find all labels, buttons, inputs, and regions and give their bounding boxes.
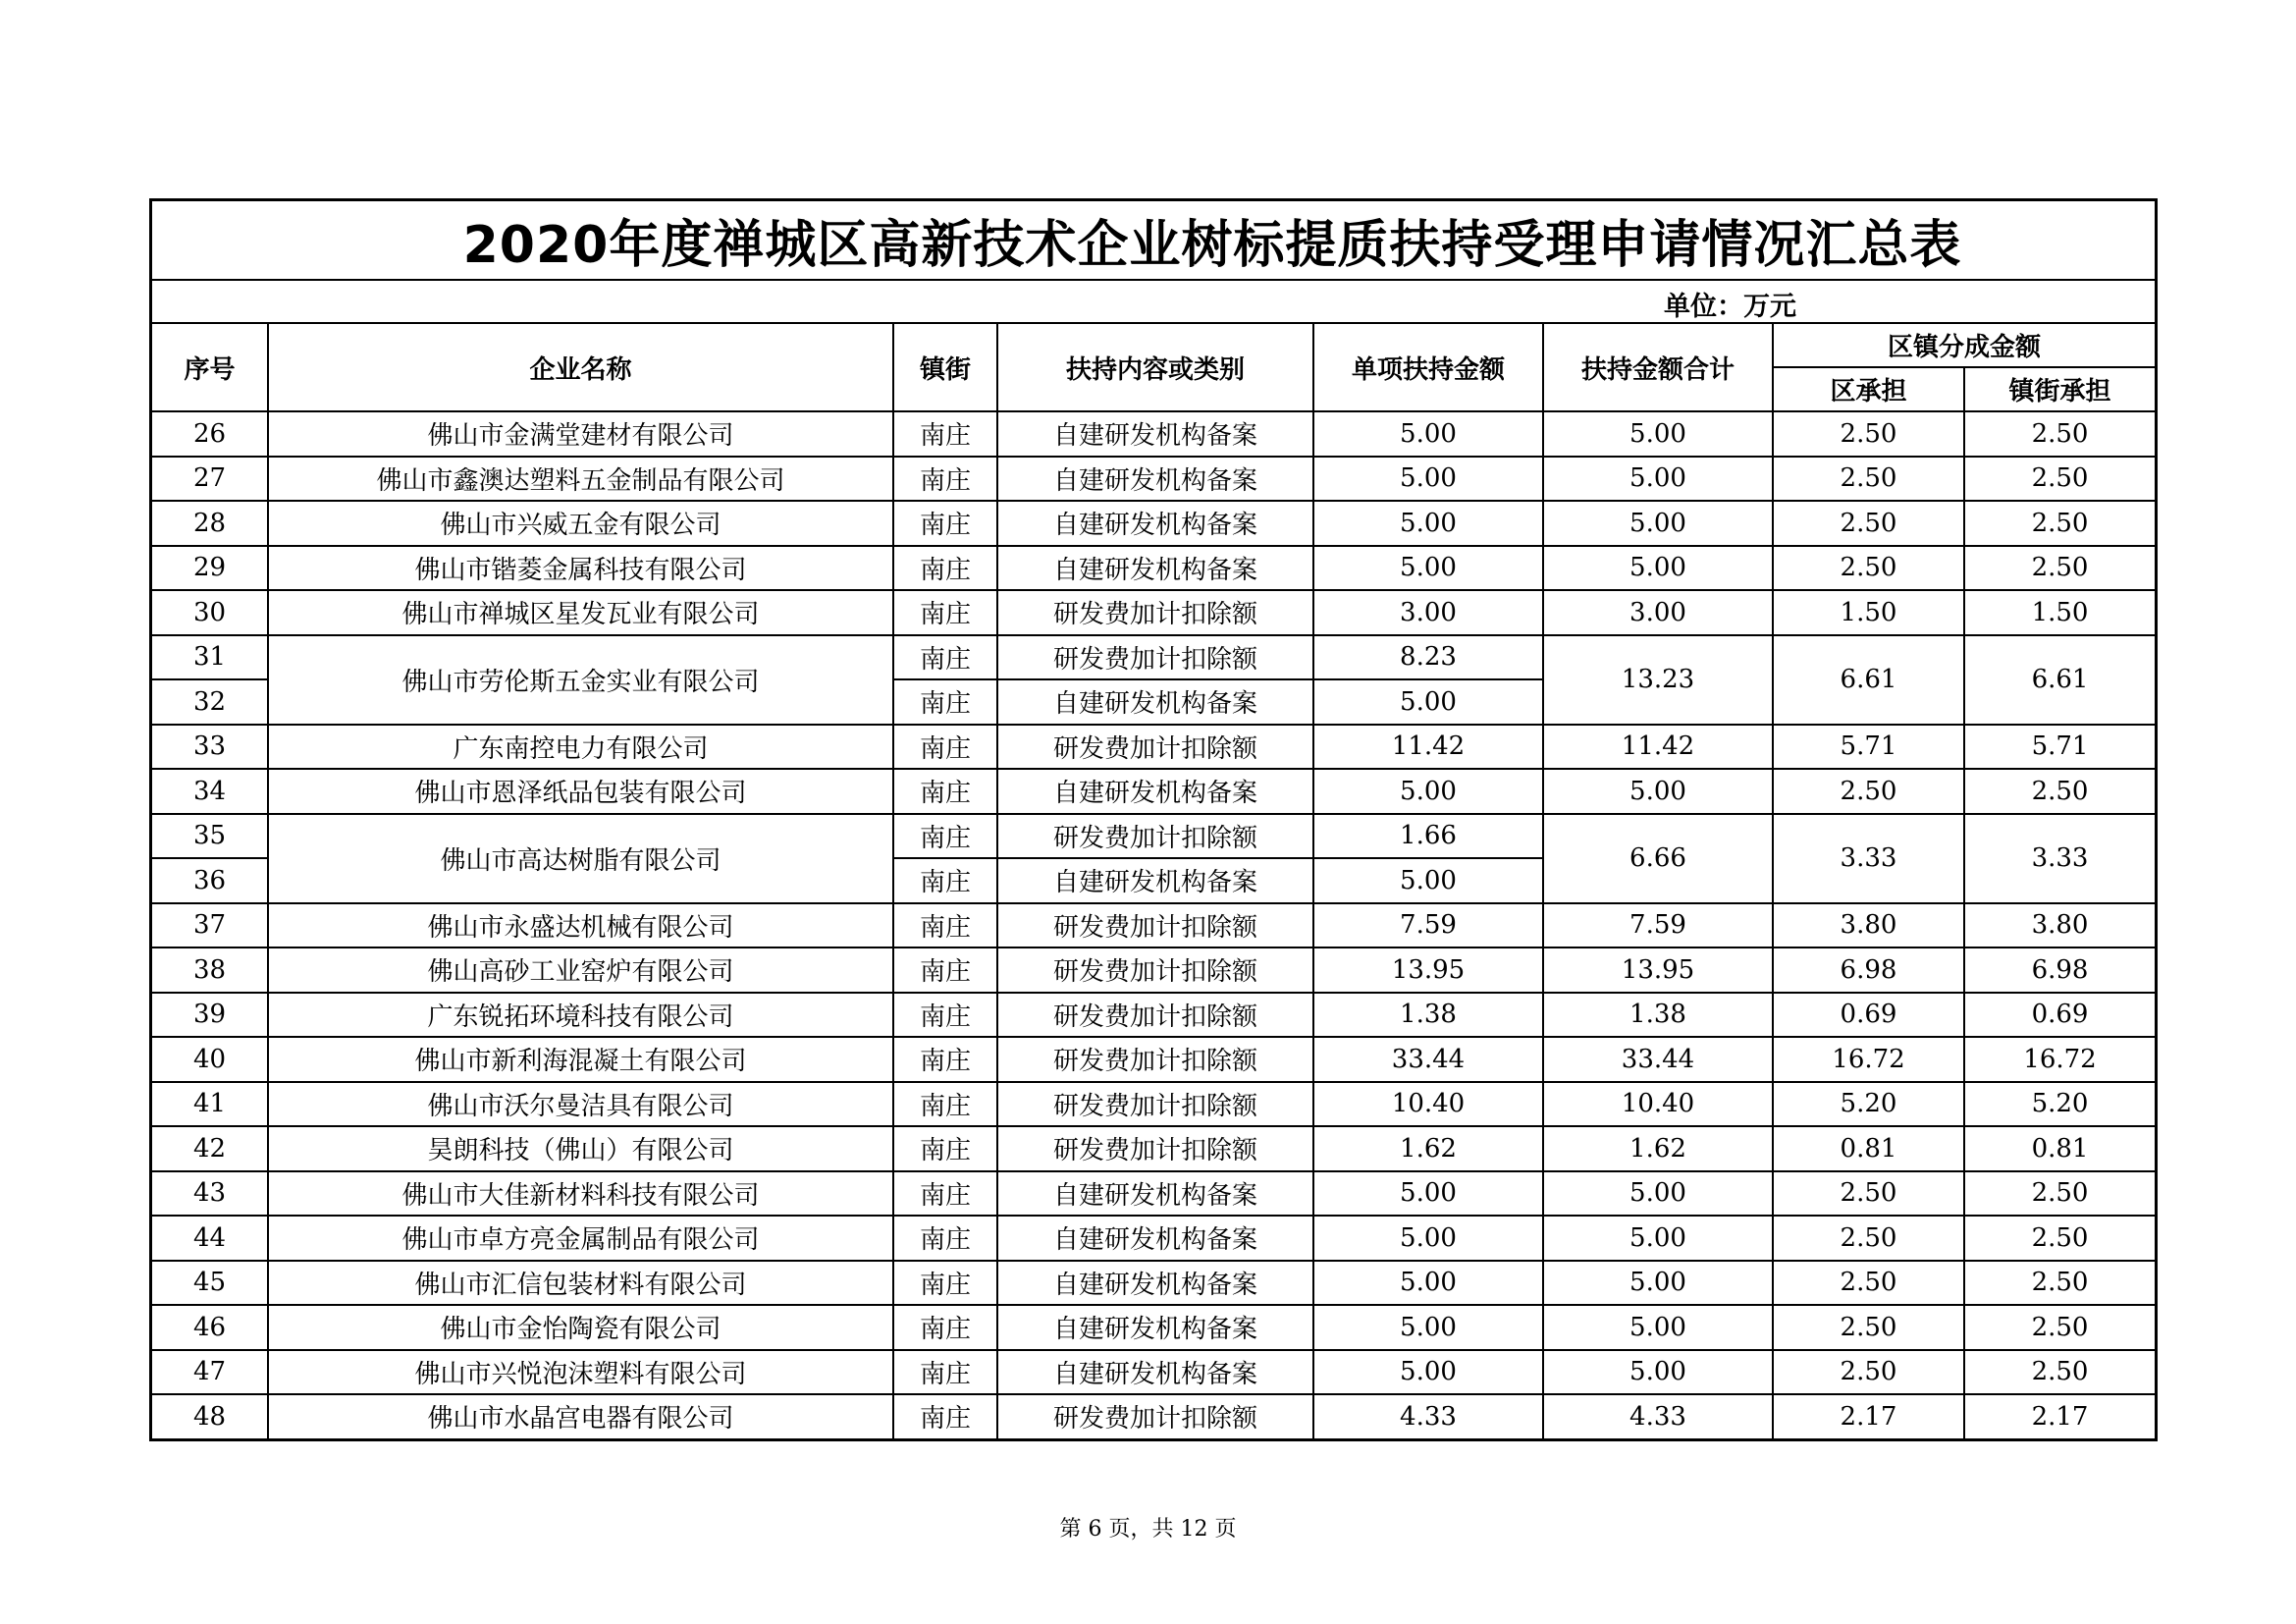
cell-town-share: 2.50 [1964, 1305, 2155, 1350]
cell-total-amount: 1.62 [1543, 1126, 1773, 1171]
header-single-amount: 单项扶持金额 [1313, 324, 1543, 411]
cell-single-amount: 8.23 [1313, 635, 1543, 680]
cell-single-amount: 5.00 [1313, 1261, 1543, 1306]
cell-town: 南庄 [893, 903, 997, 948]
cell-category: 自建研发机构备案 [997, 858, 1313, 903]
unit-row [152, 281, 2155, 324]
cell-district-share: 2.50 [1773, 501, 1964, 546]
cell-district-share: 2.50 [1773, 769, 1964, 814]
cell-district-share: 5.71 [1773, 725, 1964, 770]
cell-category: 自建研发机构备案 [997, 1350, 1313, 1395]
cell-total-amount: 3.00 [1543, 590, 1773, 635]
cell-category: 自建研发机构备案 [997, 1216, 1313, 1261]
cell-total-amount: 5.00 [1543, 1350, 1773, 1395]
cell-town-share: 2.50 [1964, 1261, 2155, 1306]
cell-town-share: 1.50 [1964, 590, 2155, 635]
cell-company: 佛山市卓方亮金属制品有限公司 [268, 1216, 893, 1261]
cell-category: 自建研发机构备案 [997, 769, 1313, 814]
cell-total-amount: 5.00 [1543, 1305, 1773, 1350]
cell-single-amount: 5.00 [1313, 1305, 1543, 1350]
cell-company: 佛山市兴悦泡沫塑料有限公司 [268, 1350, 893, 1395]
cell-seq: 43 [152, 1171, 268, 1217]
cell-district-share: 5.20 [1773, 1082, 1964, 1127]
cell-district-share: 2.50 [1773, 1350, 1964, 1395]
cell-company: 佛山市高达树脂有限公司 [268, 814, 893, 903]
cell-single-amount: 5.00 [1313, 546, 1543, 591]
cell-company: 佛山市新利海混凝土有限公司 [268, 1037, 893, 1082]
cell-town: 南庄 [893, 858, 997, 903]
table-row [152, 1216, 2155, 1261]
cell-total-amount: 11.42 [1543, 725, 1773, 770]
cell-single-amount: 1.66 [1313, 814, 1543, 859]
cell-seq: 35 [152, 814, 268, 859]
table-row [152, 947, 2155, 993]
cell-single-amount: 4.33 [1313, 1394, 1543, 1438]
cell-category: 自建研发机构备案 [997, 546, 1313, 591]
cell-town-share: 0.81 [1964, 1126, 2155, 1171]
cell-total-amount: 1.38 [1543, 993, 1773, 1038]
cell-seq: 40 [152, 1037, 268, 1082]
cell-district-share: 0.81 [1773, 1126, 1964, 1171]
cell-total-amount: 5.00 [1543, 457, 1773, 502]
cell-district-share: 2.50 [1773, 1216, 1964, 1261]
cell-category: 研发费加计扣除额 [997, 947, 1313, 993]
cell-town-share: 2.50 [1964, 1350, 2155, 1395]
header-district-share: 区承担 [1773, 367, 1964, 411]
cell-single-amount: 1.62 [1313, 1126, 1543, 1171]
cell-company: 佛山市兴威五金有限公司 [268, 501, 893, 546]
table-row [152, 635, 2155, 680]
cell-town: 南庄 [893, 947, 997, 993]
table-row [152, 546, 2155, 591]
header-company: 企业名称 [268, 324, 893, 411]
title-row [152, 201, 2155, 281]
cell-district-share: 16.72 [1773, 1037, 1964, 1082]
table-row [152, 1394, 2155, 1438]
cell-town: 南庄 [893, 1394, 997, 1438]
cell-seq: 47 [152, 1350, 268, 1395]
cell-town: 南庄 [893, 590, 997, 635]
cell-seq: 27 [152, 457, 268, 502]
header-town: 镇街 [893, 324, 997, 411]
cell-single-amount: 33.44 [1313, 1037, 1543, 1082]
cell-company: 佛山市劳伦斯五金实业有限公司 [268, 635, 893, 725]
cell-town-share: 5.71 [1964, 725, 2155, 770]
cell-category: 自建研发机构备案 [997, 679, 1313, 725]
cell-town-share: 16.72 [1964, 1037, 2155, 1082]
cell-company: 佛山市大佳新材料科技有限公司 [268, 1171, 893, 1217]
cell-single-amount: 5.00 [1313, 501, 1543, 546]
cell-single-amount: 5.00 [1313, 457, 1543, 502]
cell-company: 佛山市金满堂建材有限公司 [268, 411, 893, 457]
table-row [152, 457, 2155, 502]
cell-seq: 37 [152, 903, 268, 948]
cell-single-amount: 5.00 [1313, 411, 1543, 457]
table-row [152, 725, 2155, 770]
cell-company: 广东南控电力有限公司 [268, 725, 893, 770]
cell-town: 南庄 [893, 725, 997, 770]
cell-seq: 34 [152, 769, 268, 814]
cell-seq: 31 [152, 635, 268, 680]
cell-category: 研发费加计扣除额 [997, 993, 1313, 1038]
cell-town: 南庄 [893, 457, 997, 502]
cell-seq: 48 [152, 1394, 268, 1438]
table-row [152, 1082, 2155, 1127]
data-table [152, 324, 2155, 1438]
cell-single-amount: 1.38 [1313, 993, 1543, 1038]
cell-town: 南庄 [893, 1350, 997, 1395]
cell-category: 自建研发机构备案 [997, 1261, 1313, 1306]
cell-seq: 30 [152, 590, 268, 635]
cell-category: 研发费加计扣除额 [997, 590, 1313, 635]
cell-single-amount: 5.00 [1313, 1350, 1543, 1395]
cell-town: 南庄 [893, 546, 997, 591]
cell-company: 佛山市鑫澳达塑料五金制品有限公司 [268, 457, 893, 502]
cell-seq: 44 [152, 1216, 268, 1261]
cell-seq: 29 [152, 546, 268, 591]
cell-single-amount: 10.40 [1313, 1082, 1543, 1127]
table-row [152, 1171, 2155, 1217]
table-row [152, 1350, 2155, 1395]
cell-single-amount: 11.42 [1313, 725, 1543, 770]
cell-company: 昊朗科技（佛山）有限公司 [268, 1126, 893, 1171]
cell-district-share: 1.50 [1773, 590, 1964, 635]
cell-district-share: 2.17 [1773, 1394, 1964, 1438]
cell-town: 南庄 [893, 1216, 997, 1261]
cell-district-share: 2.50 [1773, 1171, 1964, 1217]
cell-seq: 36 [152, 858, 268, 903]
cell-town-share: 2.17 [1964, 1394, 2155, 1438]
cell-company: 佛山市恩泽纸品包装有限公司 [268, 769, 893, 814]
cell-category: 研发费加计扣除额 [997, 725, 1313, 770]
cell-total-amount: 10.40 [1543, 1082, 1773, 1127]
cell-total-amount: 7.59 [1543, 903, 1773, 948]
cell-category: 研发费加计扣除额 [997, 1082, 1313, 1127]
cell-district-share: 2.50 [1773, 1261, 1964, 1306]
cell-category: 研发费加计扣除额 [997, 1394, 1313, 1438]
table-row [152, 411, 2155, 457]
cell-seq: 26 [152, 411, 268, 457]
cell-district-share: 0.69 [1773, 993, 1964, 1038]
cell-category: 研发费加计扣除额 [997, 1126, 1313, 1171]
cell-district-share: 6.98 [1773, 947, 1964, 993]
cell-town: 南庄 [893, 769, 997, 814]
cell-district-share: 6.61 [1773, 635, 1964, 725]
page-title: 2020年度禅城区高新技术企业树标提质扶持受理申请情况汇总表 [462, 216, 1962, 275]
table-body [152, 411, 2155, 1438]
cell-seq: 38 [152, 947, 268, 993]
cell-seq: 41 [152, 1082, 268, 1127]
table-row [152, 769, 2155, 814]
page-footer: 第 6 页，共 12 页 [1059, 1517, 1237, 1542]
cell-single-amount: 5.00 [1313, 858, 1543, 903]
cell-town-share: 2.50 [1964, 769, 2155, 814]
cell-total-amount: 5.00 [1543, 501, 1773, 546]
header-split-group: 区镇分成金额 [1773, 324, 2155, 367]
cell-town: 南庄 [893, 1171, 997, 1217]
cell-seq: 33 [152, 725, 268, 770]
cell-total-amount: 4.33 [1543, 1394, 1773, 1438]
cell-category: 研发费加计扣除额 [997, 903, 1313, 948]
table-row [152, 1037, 2155, 1082]
cell-category: 自建研发机构备案 [997, 501, 1313, 546]
cell-seq: 28 [152, 501, 268, 546]
cell-town: 南庄 [893, 679, 997, 725]
cell-district-share: 2.50 [1773, 1305, 1964, 1350]
cell-seq: 46 [152, 1305, 268, 1350]
cell-total-amount: 13.23 [1543, 635, 1773, 725]
header-total-amount: 扶持金额合计 [1543, 324, 1773, 411]
cell-town: 南庄 [893, 1261, 997, 1306]
cell-company: 佛山市水晶宫电器有限公司 [268, 1394, 893, 1438]
cell-town-share: 3.80 [1964, 903, 2155, 948]
unit-label: 单位：万元 [1664, 292, 1796, 322]
cell-single-amount: 3.00 [1313, 590, 1543, 635]
cell-total-amount: 5.00 [1543, 1261, 1773, 1306]
cell-town-share: 0.69 [1964, 993, 2155, 1038]
cell-total-amount: 5.00 [1543, 1216, 1773, 1261]
cell-town-share: 2.50 [1964, 457, 2155, 502]
cell-company: 佛山市锴菱金属科技有限公司 [268, 546, 893, 591]
cell-company: 佛山高砂工业窑炉有限公司 [268, 947, 893, 993]
cell-company: 佛山市禅城区星发瓦业有限公司 [268, 590, 893, 635]
cell-town-share: 6.98 [1964, 947, 2155, 993]
table-row [152, 903, 2155, 948]
cell-town-share: 2.50 [1964, 546, 2155, 591]
cell-town: 南庄 [893, 1082, 997, 1127]
cell-town: 南庄 [893, 814, 997, 859]
cell-seq: 39 [152, 993, 268, 1038]
cell-town-share: 5.20 [1964, 1082, 2155, 1127]
cell-town-share: 2.50 [1964, 411, 2155, 457]
cell-total-amount: 13.95 [1543, 947, 1773, 993]
header-town-share: 镇街承担 [1964, 367, 2155, 411]
cell-town: 南庄 [893, 501, 997, 546]
cell-district-share: 2.50 [1773, 546, 1964, 591]
table-row [152, 1305, 2155, 1350]
cell-town-share: 2.50 [1964, 501, 2155, 546]
cell-town-share: 2.50 [1964, 1216, 2155, 1261]
summary-table-sheet [149, 198, 2158, 1441]
cell-total-amount: 33.44 [1543, 1037, 1773, 1082]
cell-single-amount: 5.00 [1313, 769, 1543, 814]
cell-category: 研发费加计扣除额 [997, 1037, 1313, 1082]
cell-seq: 32 [152, 679, 268, 725]
table-row [152, 1261, 2155, 1306]
table-row [152, 1126, 2155, 1171]
cell-category: 研发费加计扣除额 [997, 635, 1313, 680]
cell-town-share: 6.61 [1964, 635, 2155, 725]
cell-category: 研发费加计扣除额 [997, 814, 1313, 859]
cell-total-amount: 5.00 [1543, 546, 1773, 591]
cell-company: 佛山市汇信包装材料有限公司 [268, 1261, 893, 1306]
cell-town: 南庄 [893, 993, 997, 1038]
cell-company: 佛山市沃尔曼洁具有限公司 [268, 1082, 893, 1127]
table-row [152, 814, 2155, 859]
cell-total-amount: 5.00 [1543, 769, 1773, 814]
cell-district-share: 3.80 [1773, 903, 1964, 948]
cell-district-share: 2.50 [1773, 411, 1964, 457]
cell-town: 南庄 [893, 635, 997, 680]
cell-town: 南庄 [893, 411, 997, 457]
table-row [152, 993, 2155, 1038]
cell-town-share: 3.33 [1964, 814, 2155, 903]
cell-company: 广东锐拓环境科技有限公司 [268, 993, 893, 1038]
cell-town: 南庄 [893, 1037, 997, 1082]
cell-single-amount: 5.00 [1313, 679, 1543, 725]
cell-district-share: 3.33 [1773, 814, 1964, 903]
cell-single-amount: 5.00 [1313, 1216, 1543, 1261]
cell-category: 自建研发机构备案 [997, 411, 1313, 457]
cell-category: 自建研发机构备案 [997, 457, 1313, 502]
table-row [152, 590, 2155, 635]
cell-district-share: 2.50 [1773, 457, 1964, 502]
cell-town-share: 2.50 [1964, 1171, 2155, 1217]
table-row [152, 501, 2155, 546]
cell-total-amount: 6.66 [1543, 814, 1773, 903]
cell-seq: 45 [152, 1261, 268, 1306]
header-seq: 序号 [152, 324, 268, 411]
header-category: 扶持内容或类别 [997, 324, 1313, 411]
cell-company: 佛山市永盛达机械有限公司 [268, 903, 893, 948]
cell-seq: 42 [152, 1126, 268, 1171]
cell-town: 南庄 [893, 1126, 997, 1171]
cell-town: 南庄 [893, 1305, 997, 1350]
cell-single-amount: 7.59 [1313, 903, 1543, 948]
cell-single-amount: 5.00 [1313, 1171, 1543, 1217]
header-row-1 [152, 324, 2155, 367]
cell-category: 自建研发机构备案 [997, 1171, 1313, 1217]
cell-total-amount: 5.00 [1543, 1171, 1773, 1217]
cell-category: 自建研发机构备案 [997, 1305, 1313, 1350]
cell-company: 佛山市金怡陶瓷有限公司 [268, 1305, 893, 1350]
cell-total-amount: 5.00 [1543, 411, 1773, 457]
cell-single-amount: 13.95 [1313, 947, 1543, 993]
